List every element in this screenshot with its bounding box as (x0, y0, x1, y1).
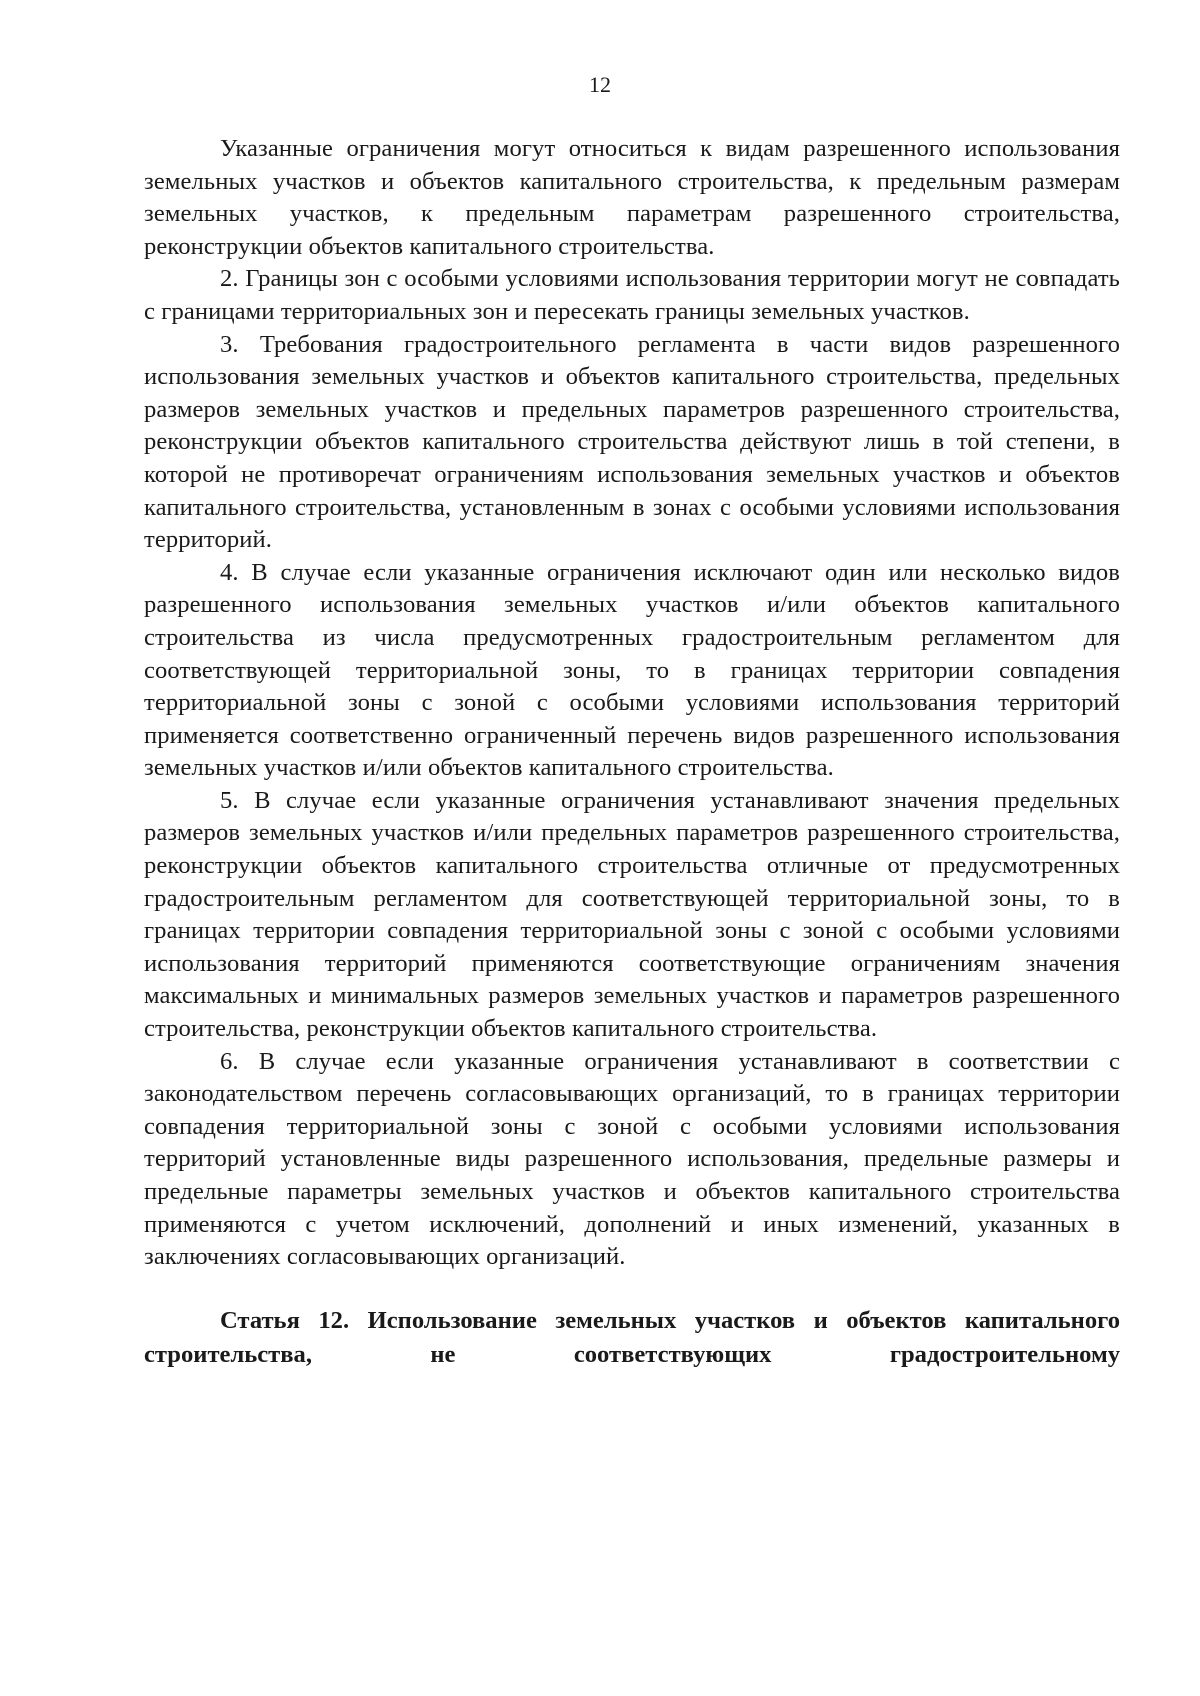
paragraph-3-regulation-requirements: 3. Требования градостроительного регламента в части видов разрешенного использования земельных участков и объектов капитального строительства, предельных размеров земельных участков и предельных параметров разрешенного строительства, реконструкции объектов капитального строительства действуют лишь в той степени, в которой не противоречат ограничениям использования земельных участков и объектов капитального строительства, установленным в зонах с особыми условиями использования территорий. (144, 330, 1120, 554)
page-number: 12 (589, 72, 611, 97)
paragraph-2-zone-boundaries: 2. Границы зон с особыми условиями использования территории могут не совпадать с границами территориальных зон и пересекать границы земельных участков. (144, 265, 1120, 325)
paragraph-5-limit-values: 5. В случае если указанные ограничения устанавливают значения предельных размеров земельных участков и/или предельных параметров разрешенного строительства, реконструкции объектов капитального строительства отличные от предусмотренных градостроительным регламентом для соответствующей территориальной зоны, то в границах территории совпадения территориальной зоны с зоной с особыми условиями использования территорий применяются соответствующие ограничениям значения максимальных и минимальных размеров земельных участков и параметров разрешенного строительства, реконструкции объектов капитального строительства. (144, 786, 1120, 1043)
paragraph-restrictions-intro: Указанные ограничения могут относиться к видам разрешенного использования земельных участков и объектов капитального строительства, к предельным размерам земельных участков, к предельным параметрам разрешенного строительства, реконструкции объектов капитального строительства. (144, 135, 1120, 260)
paragraph-6-approving-organizations: 6. В случае если указанные ограничения устанавливают в соответствии с законодательством перечень согласовывающих организаций, то в границах территории совпадения территориальной зоны с зоной с особыми условиями использования территорий установленные виды разрешенного использования, предельные размеры и предельные параметры земельных участков и объектов капитального строительства применяются с учетом исключений, дополнений и иных изменений, указанных в заключениях согласовывающих организаций. (144, 1047, 1120, 1271)
article-12-heading: Статья 12. Использование земельных участков и объектов капитального строительства, не соответствующих градостроительному (144, 1306, 1120, 1368)
document-body (144, 133, 1120, 1372)
paragraph-4-excluded-uses: 4. В случае если указанные ограничения исключают один или несколько видов разрешенного использования земельных участков и/или объектов капитального строительства из числа предусмотренных градостроительным регламентом для соответствующей территориальной зоны, то в границах территории совпадения территориальной зоны с зоной с особыми условиями использования территорий применяется соответственно ограниченный перечень видов разрешенного использования земельных участков и/или объектов капитального строительства. (144, 558, 1120, 782)
